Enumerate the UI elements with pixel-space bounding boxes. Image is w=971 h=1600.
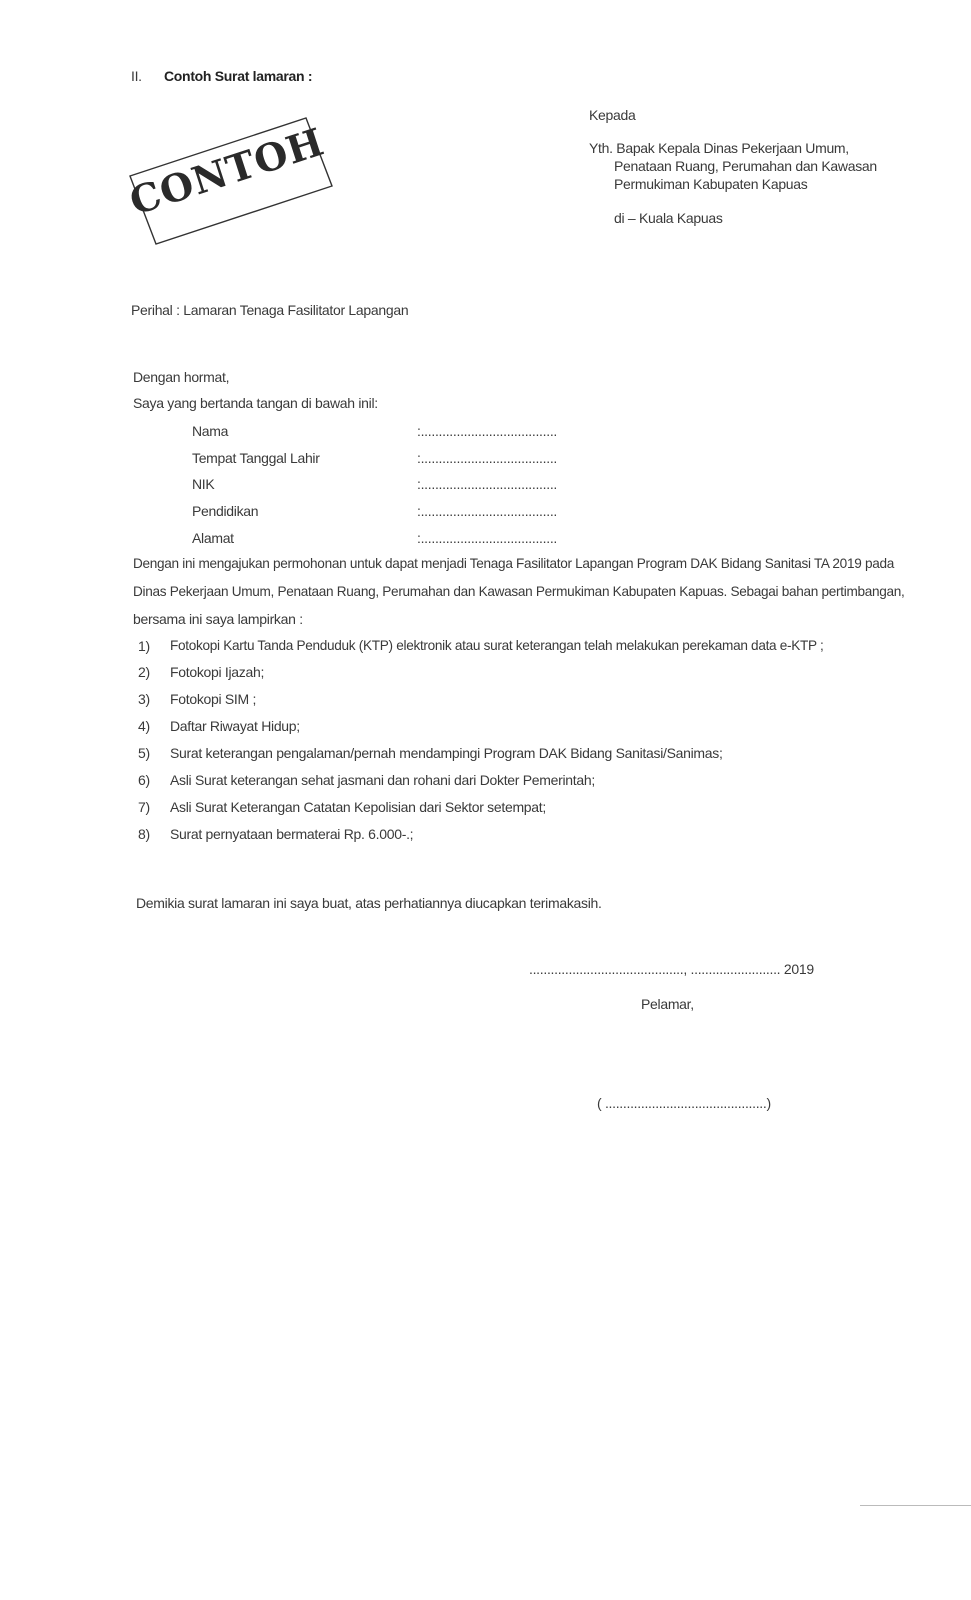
recipient-line-1: Yth. Bapak Kepala Dinas Pekerjaan Umum,	[589, 140, 849, 156]
field-label-pendidikan: Pendidikan	[192, 503, 259, 519]
attachment-text: Fotokopi Kartu Tanda Penduduk (KTP) elektronik atau surat keterangan telah melakukan perekaman data e-KTP ;	[170, 638, 824, 653]
attachment-text: Daftar Riwayat Hidup;	[170, 718, 300, 734]
signature-name-line: ( .............................................)	[597, 1095, 771, 1111]
section-title: Contoh Surat lamaran :	[164, 68, 313, 84]
attachment-num: 4)	[138, 718, 150, 734]
field-label-nama: Nama	[192, 423, 229, 439]
scan-edge-line	[860, 1505, 971, 1506]
field-blank-alamat: :......................................	[417, 530, 557, 546]
field-label-ttl: Tempat Tanggal Lahir	[192, 450, 320, 466]
recipient-location: di – Kuala Kapuas	[614, 210, 723, 226]
signature-date-line: ..........................................., ......................... 2019	[529, 961, 814, 977]
body-line-3: bersama ini saya lampirkan :	[133, 611, 303, 627]
closing-sentence: Demikia surat lamaran ini saya buat, atas perhatiannya diucapkan terimakasih.	[136, 895, 602, 911]
recipient-line-2: Penataan Ruang, Perumahan dan Kawasan	[614, 158, 877, 174]
field-label-alamat: Alamat	[192, 530, 234, 546]
contoh-stamp	[128, 116, 338, 251]
field-blank-ttl: :......................................	[417, 450, 557, 466]
subject-line: Perihal : Lamaran Tenaga Fasilitator Lapangan	[131, 302, 409, 318]
body-line-2: Dinas Pekerjaan Umum, Penataan Ruang, Perumahan dan Kawasan Permukiman Kabupaten Kapuas. Sebagai bahan pertimbangan,	[133, 584, 905, 599]
attachment-num: 2)	[138, 664, 150, 680]
recipient-line-3: Permukiman Kabupaten Kapuas	[614, 176, 808, 192]
attachment-text: Asli Surat keterangan sehat jasmani dan rohani dari Dokter Pemerintah;	[170, 772, 595, 788]
section-number: II.	[131, 68, 142, 84]
attachment-num: 6)	[138, 772, 150, 788]
attachment-num: 3)	[138, 691, 150, 707]
greeting: Dengan hormat,	[133, 369, 230, 385]
attachment-num: 8)	[138, 826, 150, 842]
attachment-num: 1)	[138, 638, 150, 654]
signature-role: Pelamar,	[641, 996, 694, 1012]
field-blank-pendidikan: :......................................	[417, 503, 557, 519]
attachment-num: 7)	[138, 799, 150, 815]
field-label-nik: NIK	[192, 476, 215, 492]
attachment-text: Asli Surat Keterangan Catatan Kepolisian dari Sektor setempat;	[170, 799, 546, 815]
attachment-text: Fotokopi Ijazah;	[170, 664, 265, 680]
attachment-num: 5)	[138, 745, 150, 761]
stamp-text: CONTOH	[128, 118, 330, 224]
attachment-text: Surat keterangan pengalaman/pernah mendampingi Program DAK Bidang Sanitasi/Sanimas;	[170, 745, 723, 761]
field-blank-nama: :......................................	[417, 423, 557, 439]
recipient-kepada: Kepada	[589, 107, 636, 123]
body-line-1: Dengan ini mengajukan permohonan untuk dapat menjadi Tenaga Fasilitator Lapangan Program DAK Bidang Sanitasi TA 2019 pada	[133, 556, 894, 571]
field-blank-nik: :......................................	[417, 476, 557, 492]
intro-line: Saya yang bertanda tangan di bawah inil:	[133, 395, 378, 411]
attachment-text: Fotokopi SIM ;	[170, 691, 257, 707]
attachment-text: Surat pernyataan bermaterai Rp. 6.000-.;	[170, 826, 414, 842]
